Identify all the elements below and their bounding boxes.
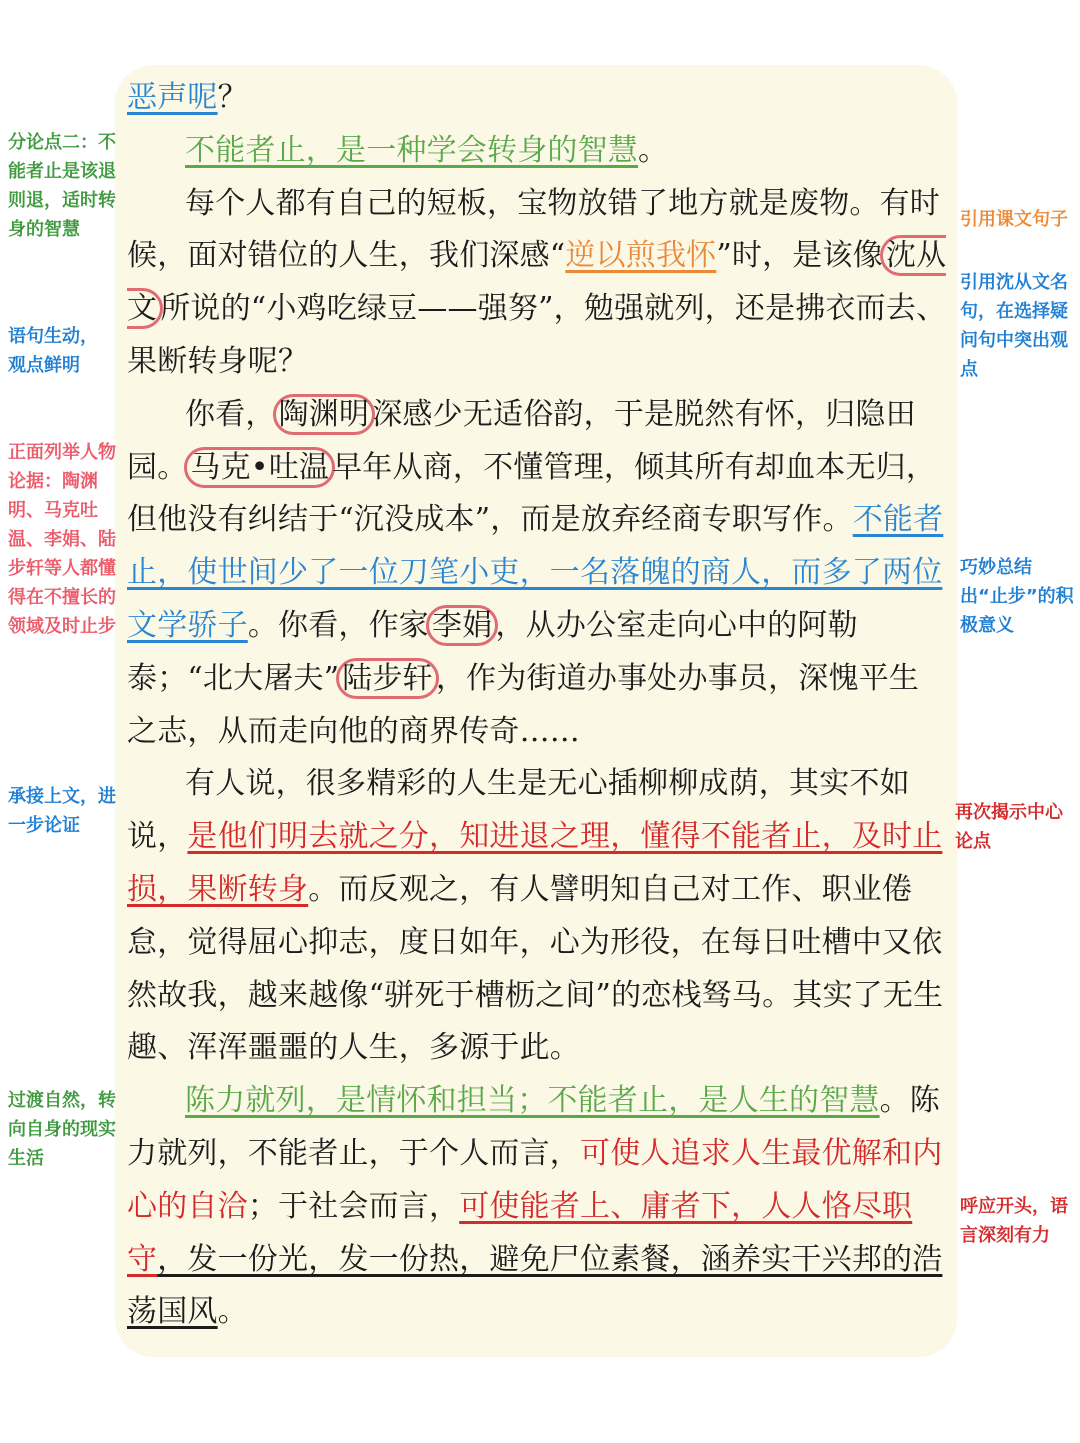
paragraph-1 [127, 125, 947, 178]
text: 你看， [185, 396, 276, 432]
text: ，作为街道办事处办事员，深愧平生之志，从而走向他的商界传奇…… [127, 660, 920, 749]
annotation-left-1: 分论点二：不能者止是该退则退，适时转身的智慧 [8, 132, 116, 240]
circled-name: 马克•吐温 [184, 447, 335, 488]
paragraph-3 [127, 389, 947, 759]
text: 。而反观之，有人譬明知自己对工作、职业倦怠，觉得屈心抑志，度日如年，心为形役，在每日吐槽中又依然故我，越来越像“骈死于槽枥之间”的恋栈驽马。其实了无生趣、浑浑噩噩的人生，多源于此。 [127, 871, 944, 1066]
paragraph-2 [127, 178, 947, 389]
hl-text: 恶声呢 [127, 80, 218, 115]
annotation-right-3: 巧妙总结出“止步”的积极意义 [960, 557, 1074, 636]
essay-body [127, 72, 947, 1339]
text: 有人说，很多精彩的人生是无心插柳柳成荫，其实不如说， [127, 766, 910, 855]
text: 。 [217, 1294, 248, 1330]
summary-highlight: 不能者止，使世间少了一位刀笔小吏，一名落魄的商人，而多了两位文学骄子 [127, 502, 944, 643]
annotation-right-2: 引用沈从文名句，在选择疑问句中突出观点 [960, 272, 1068, 380]
annotation-right-5: 呼应开头，语言深刻有力 [960, 1196, 1068, 1246]
circled-name: 陆步轩 [336, 658, 439, 699]
sub-thesis: 不能者止，是一种学会转身的智慧 [185, 132, 638, 168]
text: 早年从商，不懂管理，倾其所有却血本无归，但他没有纠结于“沉没成本”，而是放弃经商专职写作。 [127, 449, 937, 538]
thesis-highlight: 是他们明去就之分，知进退之理，懂得不能者止，及时止损，果断转身 [127, 819, 943, 907]
text: 每个人都有自己的短板，宝物放错了地方就是废物。有时候，面对错位的人生，我们深感“ [127, 185, 940, 274]
red-underline: 可使能者上、庸者下，人人恪尽职守 [127, 1188, 913, 1277]
annotation-right-4: 再次揭示中心论点 [955, 802, 1063, 852]
circled-name: 李娟 [426, 605, 498, 646]
text: ”时，是该像 [716, 238, 883, 274]
text: 深感少无适俗韵，于是脱然有怀，归隐田园。 [127, 396, 916, 485]
annotation-left-4: 承接上文，进一步论证 [8, 786, 116, 836]
annotation-right-1: 引用课文句子 [960, 209, 1068, 230]
red-text: 可使人追求人生最优解和内心的自洽 [127, 1135, 943, 1224]
text: 。 [638, 132, 669, 168]
annotation-left-3: 正面列举人物论据：陶渊明、马克吐温、李娟、陆步轩等人都懂得在不擅长的领域及时止步 [8, 442, 116, 637]
text: 。陈力就列，不能者止，于个人而言， [127, 1083, 941, 1171]
black-underline: ，发一份光，发一份热，避免尸位素餐，涵养实干兴邦的浩荡国风 [127, 1241, 943, 1330]
transition-highlight: 陈力就列，是情怀和担当；不能者止，是人生的智慧 [185, 1083, 880, 1119]
quote-highlight: 逆以煎我怀 [565, 238, 717, 274]
paragraph-4 [127, 758, 947, 1075]
text: ；于社会而言， [247, 1188, 460, 1224]
text: 所说的“小鸡吃绿豆——强努”，勉强就列，还是拂衣而去、果断转身呢？ [127, 291, 947, 379]
circled-name: 沈从文 [127, 235, 946, 329]
annotation-left-2: 语句生动，观点鲜明 [8, 326, 98, 376]
paragraph-5 [127, 1075, 947, 1339]
annotation-left-5: 过渡自然，转向自身的现实生活 [8, 1090, 116, 1169]
text: ？ [217, 80, 248, 115]
paragraph-0 [127, 72, 947, 125]
text: 。你看，作家 [247, 607, 430, 643]
circled-name: 陶渊明 [273, 394, 376, 435]
text: ，从办公室走向心中的阿勒泰；“北大屠夫” [127, 607, 858, 696]
